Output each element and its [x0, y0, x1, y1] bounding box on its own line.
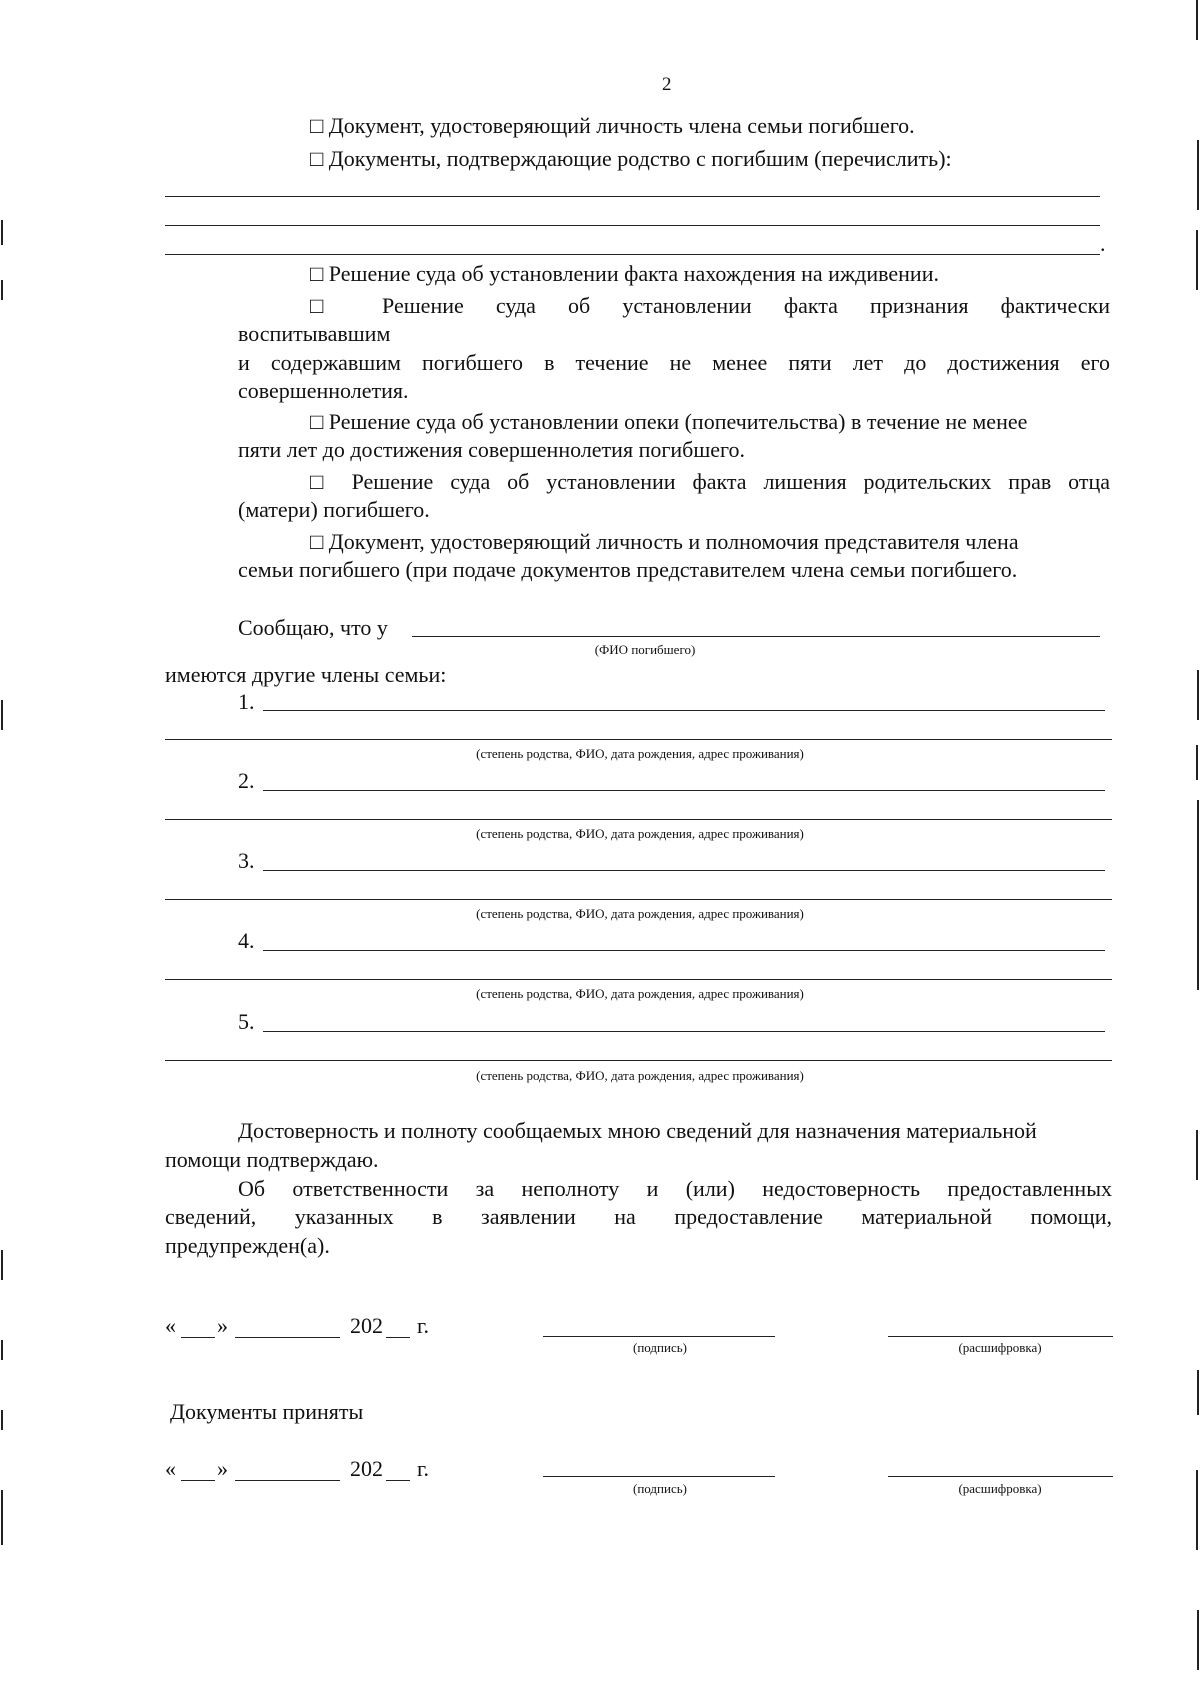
scan-edge-mark — [1, 1410, 3, 1430]
member-5-line-1[interactable] — [263, 1031, 1105, 1032]
family-intro: Сообщаю, что у — [238, 615, 388, 640]
page-number: 2 — [662, 74, 672, 95]
member-number: 5. — [238, 1009, 255, 1034]
accepted-date-day-field[interactable] — [181, 1480, 215, 1481]
date-year-suffix: г. — [417, 1313, 430, 1338]
scan-edge-mark — [1197, 1610, 1199, 1670]
member-3-line-2[interactable] — [165, 899, 1112, 900]
checklist-item-court-upbringing-cont: совершеннолетия. — [238, 378, 409, 403]
accepted-date-quote-close: » — [217, 1456, 228, 1481]
kinship-list-line-2[interactable] — [165, 225, 1100, 226]
date-day-field[interactable] — [181, 1337, 215, 1338]
signature-field[interactable] — [543, 1336, 775, 1337]
kinship-list-line-1[interactable] — [165, 196, 1100, 197]
member-caption: (степень родства, ФИО, дата рождения, адрес проживания) — [476, 906, 804, 921]
checklist-item-court-deprivation: □ Решение суда об установлении факта лишения родительских прав отца — [310, 469, 1110, 494]
kinship-list-period: . — [1100, 231, 1106, 256]
date-quote-close: » — [217, 1313, 228, 1338]
accepted-decryption-field[interactable] — [888, 1476, 1113, 1477]
checklist-item-court-upbringing: □ Решение суда об установлении факта признания фактически — [310, 293, 1110, 318]
scan-edge-mark — [1197, 1370, 1199, 1415]
checklist-item-court-deprivation-cont: (матери) погибшего. — [238, 497, 430, 522]
deceased-name-field[interactable] — [412, 636, 1100, 637]
date-month-field[interactable] — [235, 1337, 340, 1338]
member-2-line-2[interactable] — [165, 819, 1112, 820]
member-1-line-1[interactable] — [263, 710, 1105, 711]
member-number: 1. — [238, 689, 255, 714]
kinship-list-line-3[interactable] — [165, 254, 1100, 255]
member-4-line-1[interactable] — [263, 950, 1105, 951]
scan-edge-mark — [1196, 0, 1198, 40]
scan-edge-mark — [1196, 230, 1198, 290]
member-caption: (степень родства, ФИО, дата рождения, адрес проживания) — [476, 746, 804, 761]
accepted-date-month-field[interactable] — [235, 1480, 340, 1481]
responsibility-statement: Об ответственности за неполноту и (или) недостоверность предоставленных — [238, 1176, 1112, 1201]
signature-caption: (подпись) — [633, 1340, 687, 1355]
date-quote-open: « — [165, 1313, 176, 1338]
scan-edge-mark — [1, 1490, 3, 1545]
scan-edge-mark — [1, 280, 3, 300]
accepted-decryption-caption: (расшифровка) — [958, 1481, 1042, 1496]
member-5-line-2[interactable] — [165, 1060, 1112, 1061]
accepted-signature-caption: (подпись) — [633, 1481, 687, 1496]
date-year-field[interactable] — [386, 1337, 410, 1338]
checklist-item-kinship-documents: □ Документы, подтверждающие родство с погибшим (перечислить): — [310, 146, 952, 171]
member-number: 2. — [238, 768, 255, 793]
responsibility-statement-cont: предупрежден(а). — [165, 1233, 330, 1258]
checklist-item-court-upbringing-cont: воспитывавшим — [238, 321, 391, 346]
decryption-field[interactable] — [888, 1336, 1113, 1337]
reliability-statement-cont: помощи подтверждаю. — [165, 1147, 379, 1172]
reliability-statement: Достоверность и полноту сообщаемых мною сведений для назначения материальной — [238, 1118, 1037, 1143]
accepted-date-year-prefix: 202 — [350, 1456, 383, 1481]
scan-edge-mark — [1197, 670, 1199, 720]
accepted-date-quote-open: « — [165, 1456, 176, 1481]
checklist-item-court-guardianship-cont: пяти лет до достижения совершеннолетия погибшего. — [238, 437, 746, 462]
member-2-line-1[interactable] — [263, 790, 1105, 791]
scan-edge-mark — [1196, 745, 1198, 780]
member-number: 3. — [238, 848, 255, 873]
scan-edge-mark — [1, 700, 3, 730]
scan-edge-mark — [1196, 1130, 1198, 1180]
checklist-item-court-upbringing-cont: и содержавшим погибшего в течение не менее пяти лет до достижения его — [238, 350, 1110, 375]
scan-edge-mark — [1, 1250, 3, 1280]
checklist-item-representative-cont: семьи погибшего (при подаче документов представителем члена семьи погибшего. — [238, 557, 1018, 582]
checklist-item-court-guardianship: □ Решение суда об установлении опеки (попечительства) в течение не менее — [310, 409, 1028, 434]
accepted-date-year-field[interactable] — [386, 1480, 410, 1481]
deceased-name-caption: (ФИО погибшего) — [594, 642, 696, 657]
accepted-date-year-suffix: г. — [417, 1456, 430, 1481]
scan-edge-mark — [1197, 800, 1199, 990]
checklist-item-family-id: □ Документ, удостоверяющий личность члена семьи погибшего. — [310, 113, 915, 138]
checklist-item-representative: □ Документ, удостоверяющий личность и полномочия представителя члена — [310, 529, 1019, 554]
decryption-caption: (расшифровка) — [958, 1340, 1042, 1355]
documents-accepted-label: Документы приняты — [170, 1399, 364, 1424]
date-year-prefix: 202 — [350, 1313, 383, 1338]
scan-edge-mark — [1197, 140, 1199, 210]
other-members-label: имеются другие члены семьи: — [165, 662, 447, 687]
responsibility-statement-cont: сведений, указанных в заявлении на предоставление материальной помощи, — [165, 1204, 1112, 1229]
scan-edge-mark — [1196, 1470, 1198, 1550]
member-number: 4. — [238, 928, 255, 953]
member-caption: (степень родства, ФИО, дата рождения, адрес проживания) — [476, 986, 804, 1001]
member-1-line-2[interactable] — [165, 739, 1112, 740]
member-caption: (степень родства, ФИО, дата рождения, адрес проживания) — [476, 826, 804, 841]
member-3-line-1[interactable] — [263, 870, 1105, 871]
scan-edge-mark — [1, 1340, 3, 1360]
member-4-line-2[interactable] — [165, 979, 1112, 980]
checklist-item-court-dependency: □ Решение суда об установлении факта нахождения на иждивении. — [310, 261, 939, 286]
member-caption: (степень родства, ФИО, дата рождения, адрес проживания) — [476, 1068, 804, 1083]
scan-edge-mark — [1, 220, 3, 245]
accepted-signature-field[interactable] — [543, 1476, 775, 1477]
